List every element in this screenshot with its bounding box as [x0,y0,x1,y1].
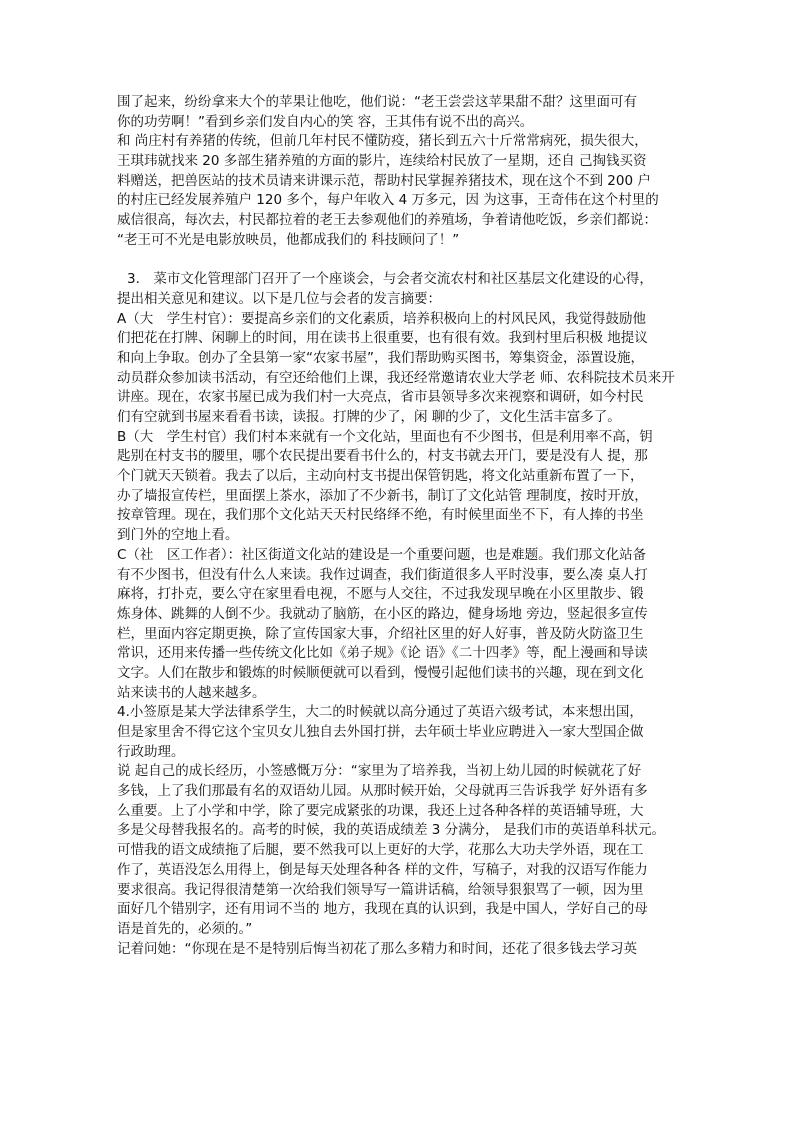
text-line: 和 尚庄村有养猪的传统，但前几年村民不懂防疫，猪长到五六十斤常常病死，损失很大， [117,133,648,150]
text-line: 到门外的空地上看。 [117,527,239,544]
text-line: 么重要。上了小学和中学，除了要完成紧张的功课，我还上过各种各样的英语辅导班，大 [117,802,644,819]
text-line: 你的功劳啊！”看到乡亲们发自内心的笑 容，王其伟有说不出的高兴。 [117,113,534,130]
text-line: 围了起来，纷纷拿来大个的苹果让他吃，他们说：“老王尝尝这苹果甜不甜？这里面可有 [117,94,637,110]
text-line: 4.小签原是某大学法律系学生，大二的时候就以高分通过了英语六级考试，本来想出国， [117,704,643,721]
text-line: 多钱，上了我们那最有名的双语幼儿园。从那时候开始，父母就再三告诉我学 好外语有多 [117,783,648,800]
text-line: B（大 学生村官）我们村本来就有一个文化站，里面也有不少图书，但是利用率不高，钥 [117,428,653,445]
text-line: 按章管理。现在，我们那个文化站天天村民络绎不绝，有时候里面坐不下，有人捧的书坐 [117,507,644,524]
text-line: 作了，英语没怎么用得上，倒是每天处理各种各 样的文件，写稿子，对我的汉语写作能力 [117,861,648,878]
text-line: 3. 菜市文化管理部门召开了一个座谈会，与会者交流农村和社区基层文化建设的心得， [127,271,653,288]
text-line: 但是家里舍不得它这个宝贝女儿独自去外国打拼，去年硕士毕业应聘进入一家大型国企做 [117,724,644,740]
text-line: 文字。人们在散步和锻炼的时候顺便就可以看到，慢慢引起他们读书的兴趣，现在到文化 [117,664,644,681]
text-line: 炼身体、跳舞的人倒不少。我就动了脑筋，在小区的路边，健身场地 旁边，竖起很多宣传 [117,605,648,622]
text-line: 语是首先的，必须的。” [117,920,253,937]
text-line: 们把花在打牌、闲聊上的时间，用在读书上很重要，也有很有效。我到村里后积极 地提议 [117,330,648,347]
text-line: 王琪玮就找来 20 多部生猪养殖的方面的影片，连续给村民放了一星期，还自 己掏钱买资 [117,153,647,170]
text-line: 个门就天天锁着。我去了以后，主动向村支书提出保管钥匙，将文化站重新布置了一下， [117,468,644,485]
text-line: 行政助理。 [117,743,185,760]
text-line: 麻将，打扑克，要么守在家里看电视，不愿与人交往，不过我发现早晚在小区里散步、锻 [117,586,644,603]
text-line: 的村庄已经发展养殖户 120 多个，每户年收入 4 万多元，因 为这事，王奇伟在这个村里的 [117,192,659,209]
text-line: 们有空就到书屋来看看书读，读报。打牌的少了，闲 聊的少了，文化生活丰富多了。 [117,409,621,425]
text-line: 记着问她：“你现在是不是特别后悔当初花了那么多精力和时间，还花了很多钱去学习英 [117,940,637,957]
blank-line [117,251,683,271]
text-line: 和向上争取。创办了全县第一家“农家书屋”，我们帮助购买图书，筹集资金，添置设施， [117,349,644,366]
text-line: “老王可不光是电影放映员，他都成我们的 科技顾问了！” [117,231,460,248]
text-line: 动员群众参加读书活动，有空还给他们上课，我还经常邀请农业大学老 师、农科院技术员来开 [117,369,675,386]
text-line: 要求很高。我记得很清楚第一次给我们领导写一篇讲话稿，给领导狠狠骂了一顿，因为里 [117,881,644,898]
text-line: 站来读书的人越来越多。 [117,684,266,701]
text-line: 有不少图书，但没有什么人来读。我作过调查，我们街道很多人平时没事，要么凑 桌人打 [117,566,648,583]
text-line: 威信很高，每次去，村民都拉着的老王去参观他们的养殖场，争着请他吃饭，乡亲们都说： [117,212,657,229]
text-line: 匙别在村支书的腰里，哪个农民提出要看书什么的，村支书就去开门，要是没有人 提，那 [117,448,648,465]
text-line: 可惜我的语文成绩拖了后腿，要不然我可以上更好的大学，花那么大功夫学外语，现在工 [117,842,644,859]
text-line: A（大 学生村官）：要提高乡亲们的文化素质，培养积极向上的村风民风，我觉得鼓励他 [117,310,646,327]
text-line: 多是父母替我报名的。高考的时候，我的英语成绩差 3 分满分， 是我们市的英语单科状元。 [117,822,665,839]
document-page [117,93,683,959]
text-line: 说 起自己的成长经历，小签感慨万分：“家里为了培养我，当初上幼儿园的时候就花了好 [117,763,642,780]
text-line: 提出相关意见和建议。以下是几位与会者的发言摘要： [117,290,441,307]
text-line: 料赠送，把兽医站的技术员请来讲课示范，帮助村民掌握养猪技术，现在这个不到 200 户 [117,172,651,189]
text-line: 讲座。现在，农家书屋已成为我们村一大亮点，省市县领导多次来视察和调研，如今村民 [117,389,644,406]
text-line: C（社 区工作者）：社区街道文化站的建设是一个重要问题，也是难题。我们那文化站备 [117,546,647,563]
text-line: 常识，还用来传播一些传统文化比如《弟子规》《论 语》《二十四孝》等，配上漫画和导读 [117,645,648,662]
text-line: 栏，里面内容定期更换，除了宣传国家大事，介绍社区里的好人好事，普及防火防盗卫生 [117,625,644,642]
text-line: 面好几个错别字，还有用词不当的 地方，我现在真的认识到，我是中国人，学好自己的母 [117,901,648,918]
text-line: 办了墙报宣传栏，里面摆上茶水，添加了不少新书，制订了文化站管 理制度，按时开放， [117,487,648,504]
